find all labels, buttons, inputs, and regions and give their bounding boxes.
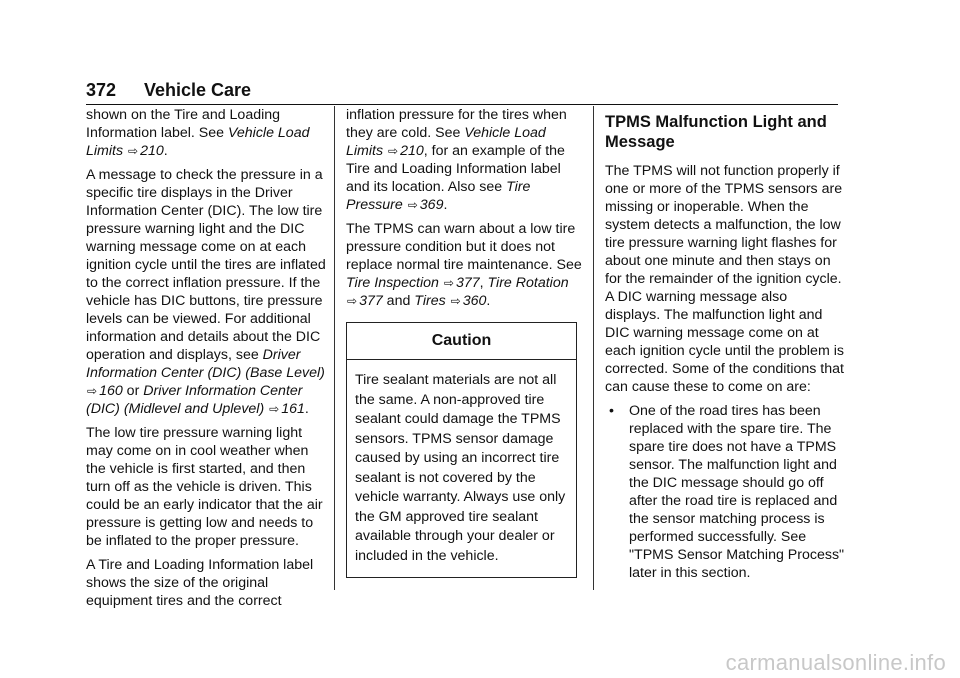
link-tire-rotation[interactable]: Tire Rotation ⇨ 377 [347,275,569,309]
column-3 [605,112,845,582]
page-ref-arrow-icon: ⇨ [269,402,280,416]
caution-text: Tire sealant materials are not all the same. A non-approved tire sealant could damage the TPMS sensors. TPMS sensor damage caused by using an incorrect tire sealant is not covered by the vehicle warranty. Always use only the GM approved tire sealant available through your dealer or included in the vehicle. [355,372,566,564]
link-tire-pressure[interactable]: Tire Pressure ⇨ 369 [346,179,531,213]
page-header [86,74,838,105]
column-divider-left [334,106,335,590]
paragraph: The TPMS can warn about a low tire pressure condition but it does not replace normal tire maintenance. See Tire Inspection ⇨ 377, Tire Rotation ⇨ 377 and Tires ⇨ 360. [346,221,582,309]
paragraph: A message to check the pressure in a specific tire displays in the Driver Information Center (DIC). The low tire pressure warning light and the DIC warning message come on at each ignition cycle until the tires are inflated to the correct inflation pressure. If the vehicle has DIC buttons, tire pressure levels can be viewed. For additional information and details about the DIC operation and displays, see Driver Information Center (DIC) (Base Level) ⇨ 160 or Driver Information Center (DIC) (Midlevel and Uplevel) ⇨ 161. [86,167,326,417]
page-number: 372 [86,80,117,100]
link-vehicle-load-limits[interactable]: Vehicle Load Limits ⇨ 210 [346,125,546,159]
paragraph: inflation pressure for the tires when they are cold. See Vehicle Load Limits ⇨ 210, for an example of the Tire and Loading Information label and its location. Also see Tire Pressure ⇨ 369. [346,107,567,213]
list-item: • One of the road tires has been replaced with the spare tire. The spare tire does not have a TPMS sensor. The malfunction light and the DIC message should go off after the road tire is replaced and the sensor matching process is performed successfully. See "TPMS Sensor Matching Process" later in this section. [609,403,845,581]
link-tire-inspection[interactable]: Tire Inspection ⇨ 377 [346,275,480,291]
paragraph: The TPMS will not function properly if one or more of the TPMS sensors are missing or inoperable. When the system detects a malfunction, the low tire pressure warning light flashes for about one minute and then stays on for the remainder of the ignition cycle. A DIC warning message also displays. The malfunction light and DIC warning message come on at each ignition cycle until the problem is corrected. Some of the conditions that can cause these to come on are: [605,163,844,395]
bullet-icon: • [609,403,614,419]
page-ref-arrow-icon: ⇨ [443,276,454,290]
section-heading: TPMS Malfunction Light and Message [605,113,827,151]
page-ref-arrow-icon: ⇨ [128,144,139,158]
page-ref-arrow-icon: ⇨ [87,384,98,398]
page-ref-arrow-icon: ⇨ [407,198,418,212]
link-vehicle-load-limits[interactable]: Vehicle Load Limits ⇨ 210 [86,125,310,159]
column-divider-right [593,106,594,590]
paragraph: A Tire and Loading Information label shows the size of the original equipment tires and the correct [86,557,314,609]
caution-box [346,322,577,578]
paragraph: shown on the Tire and Loading Information label. See Vehicle Load Limits ⇨ 210. [86,107,310,159]
page-ref-arrow-icon: ⇨ [450,294,461,308]
caution-title: Caution [347,323,576,360]
link-tires[interactable]: Tires ⇨ 360 [414,293,487,309]
page-ref-arrow-icon: ⇨ [388,144,399,158]
link-dic-base-level[interactable]: Driver Information Center (DIC) (Base Level) ⇨ 160 [86,347,325,399]
page-title: Vehicle Care [144,80,252,100]
column-2 [346,106,582,578]
column-1 [86,106,326,616]
link-dic-midlevel-uplevel[interactable]: Driver Information Center (DIC) (Midlevel and Uplevel) ⇨ 161 [86,383,305,417]
page-ref-arrow-icon: ⇨ [347,294,358,308]
paragraph: The low tire pressure warning light may come on in cool weather when the vehicle is first started, and then turn off as the vehicle is driven. This could be an early indicator that the air pressure is getting low and needs to be inflated to the proper pressure. [86,425,323,549]
watermark: carmanualsonline.info [725,650,946,675]
